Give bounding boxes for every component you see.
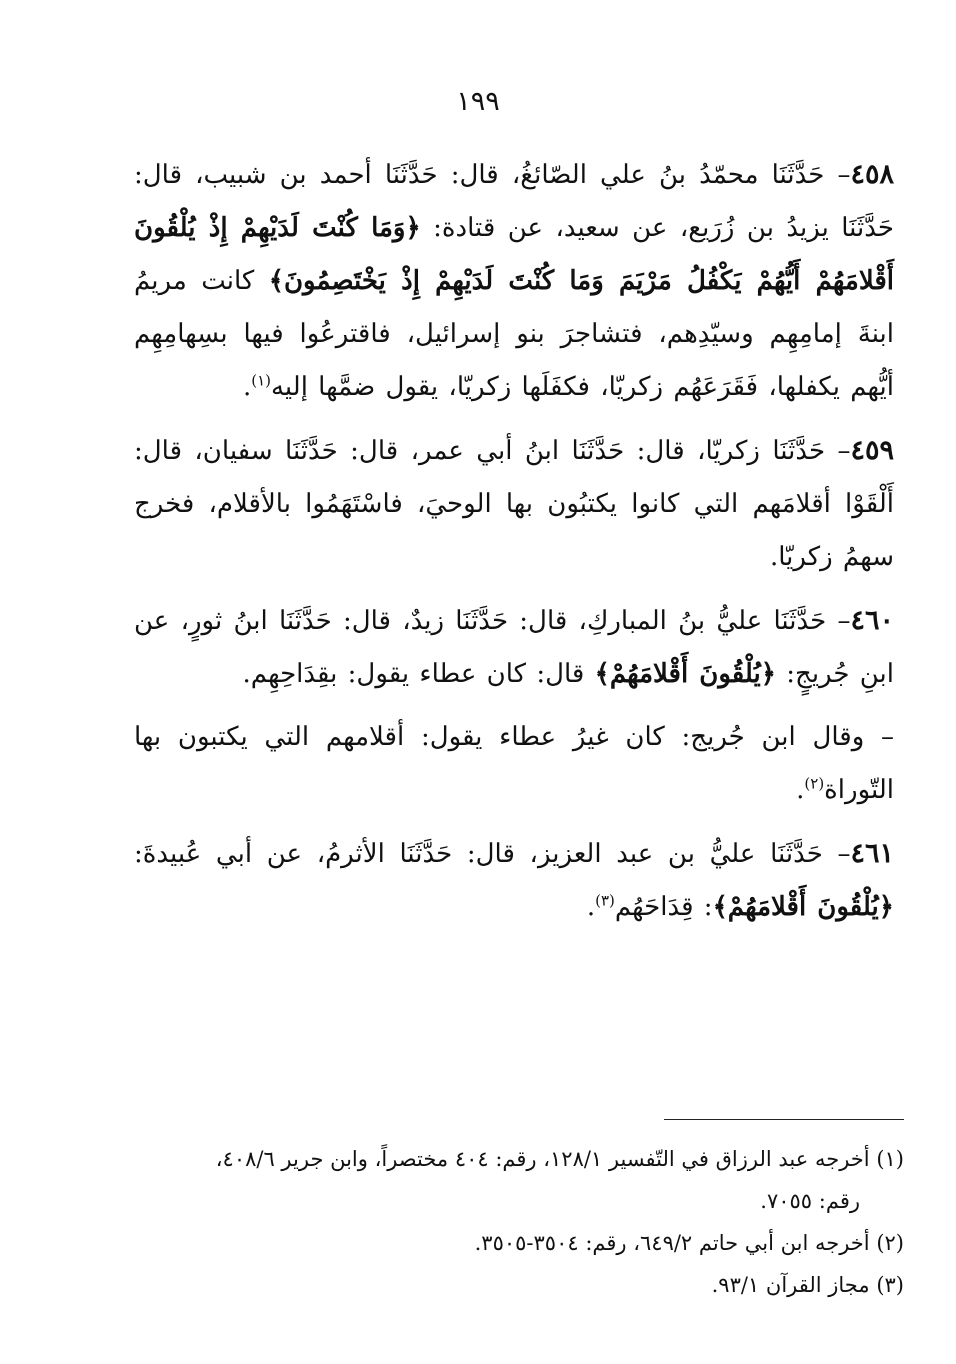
footnote-label: (١)	[876, 1147, 904, 1171]
paragraph-text: – حَدَّثَنَا زكريّا، قال: حَدَّثَنَا ابنُ أبي عمر، قال: حَدَّثَنَا سفيان، قال: أَلْقَوْا أقلامَهم التي كانوا يكتبُون بها الوحيَ، فاسْتَهَمُوا بالأقلام، فخرج سهمُ زكريّا.	[134, 436, 894, 572]
footnote-ref: (١)	[251, 371, 271, 390]
paragraph-460	[134, 594, 894, 701]
quran-verse: ﴿يُلْقُونَ أَقْلامَهُمْ﴾	[712, 892, 894, 922]
paragraph-text: – حَدَّثَنَا عليُّ بن عبد العزيز، قال: حَدَّثَنَا الأثرمُ، عن أبي عُبيدةَ:	[134, 839, 851, 869]
quran-verse: ﴿يُلْقُونَ أَقْلامَهُمْ﴾	[594, 659, 777, 689]
page-number: ١٩٩	[456, 86, 500, 117]
paragraph-text: قال: كان عطاء يقول: بقِدَاحِهِم.	[242, 659, 595, 689]
hadith-number: ٤٦٠	[850, 605, 894, 636]
footnote-label: (٢)	[876, 1231, 904, 1255]
paragraph-461	[134, 827, 894, 934]
footnote-ref: (٣)	[595, 891, 615, 910]
paragraph-text: – حَدَّثَنَا عليُّ بنُ المباركِ، قال: حَدَّثَنَا زيدٌ، قال: حَدَّثَنَا ابنُ ثورٍ، عن ابنِ جُريجٍ:	[134, 606, 894, 689]
paragraph-end: .	[586, 892, 596, 922]
footnote-3	[134, 1266, 904, 1304]
paragraph-text: – حَدَّثَنَا محمّدُ بنُ علي الصّائغُ، قال: حَدَّثَنَا أحمد بن شبيب، قال: حَدَّثَنَا يزيدُ بن زُرَيع، عن سعيد، عن قتادة:	[134, 160, 894, 243]
paragraph-end: .	[796, 775, 805, 805]
footnote-2	[134, 1224, 904, 1262]
footnote-text: أخرجه عبد الرزاق في التّفسير ١٢٨/١، رقم: ٤٠٤ مختصراً، وابن جرير ٤٠٨/٦،	[215, 1147, 870, 1171]
footnotes	[134, 1140, 904, 1304]
footnote-text: أخرجه ابن أبي حاتم ٦٤٩/٢، رقم: ٣٥٠٤-٣٥٠٥.	[474, 1231, 870, 1255]
paragraph-459	[134, 424, 894, 584]
footnote-ref: (٢)	[804, 774, 825, 793]
hadith-number: ٤٦١	[850, 838, 894, 869]
footnote-divider	[664, 1119, 904, 1120]
hadith-number: ٤٥٩	[850, 435, 894, 466]
paragraph-458	[134, 148, 894, 414]
paragraph-end: .	[242, 372, 252, 402]
paragraph-text: كانت مريمُ ابنةَ إمامِهِم وسيّدِهم، فتشاجرَ بنو إسرائيل، فاقترعُوا فيها بسِهامِهِم أيُّهم يكفلها، فَقَرَعَهُم زكريّا، فكفَلَها زكريّا، يقول ضمَّها إليه	[134, 266, 894, 402]
paragraph-460-addendum	[134, 711, 894, 817]
footnote-1	[134, 1140, 904, 1178]
footnote-1-continuation: رقم: ٧٠٥٥.	[760, 1189, 860, 1213]
main-text	[134, 148, 894, 934]
quran-verse: ﴿وَمَا كُنْتَ لَدَيْهِمْ إِذْ يُلْقُونَ أَقْلامَهُمْ أَيُّهُمْ يَكْفُلُ مَرْيَمَ وَمَا كُنْتَ لَدَيْهِمْ إِذْ يَخْتَصِمُونَ﴾	[134, 213, 894, 296]
footnote-text: مجاز القرآن ٩٣/١.	[711, 1273, 870, 1297]
footnote-label: (٣)	[876, 1273, 904, 1297]
paragraph-text: – وقال ابن جُريج: كان غيرُ عطاء يقول: أقلامهم التي يكتبون بها التّوراة	[134, 722, 894, 805]
paragraph-text: : قِدَاحَهُم	[614, 892, 713, 922]
hadith-number: ٤٥٨	[850, 159, 894, 190]
